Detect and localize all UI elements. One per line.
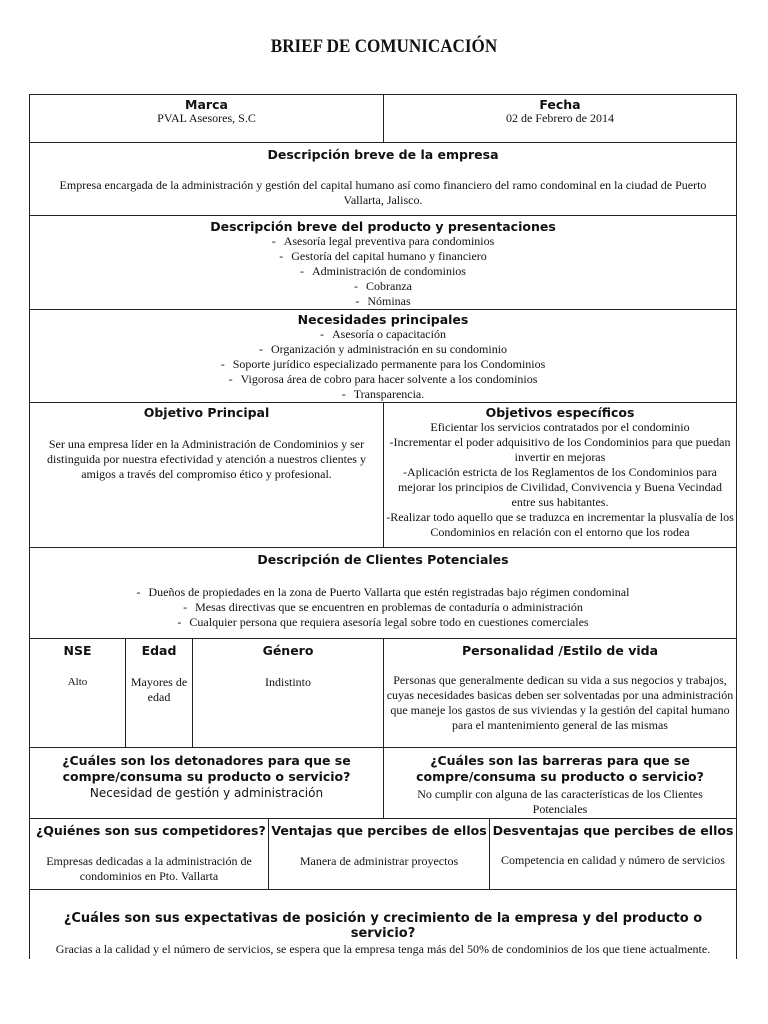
barreras-cell xyxy=(383,747,737,819)
expectativas-heading: ¿Cuáles son sus expectativas de posición y crecimiento de la empresa y del producto o servicio? xyxy=(63,911,703,941)
objetivo-principal-text: Ser una empresa líder en la Administración de Condominios y ser distinguida por nuestra efectividad y atención a nuestros clientes y amigos a través del compromiso ético y profesional. xyxy=(47,437,366,481)
list-item: -Incrementar el poder adquisitivo de los Condominios para que puedan invertir en mejoras xyxy=(389,435,731,464)
ventajas-text: Manera de administrar proyectos xyxy=(299,854,459,868)
list-item: - Soporte jurídico especializado permanente para los Condominios xyxy=(30,357,736,372)
desventajas-text: Competencia en calidad y número de servicios xyxy=(501,853,725,867)
list-item: - Cobranza xyxy=(30,279,736,294)
producto-section xyxy=(29,215,737,310)
fecha-value: 02 de Febrero de 2014 xyxy=(506,111,614,125)
ventajas-heading: Ventajas que percibes de ellos xyxy=(271,823,487,838)
list-item: - Administración de condominios xyxy=(30,264,736,279)
marca-label: Marca xyxy=(185,97,228,112)
personalidad-value: Personas que generalmente dedican su vida a sus negocios y trabajos, cuyas necesidades basicas deben ser solventadas por una administración que maneje los gastos de sus viviendas y la gestión del capital humano para el mantenimiento general de las mismas xyxy=(386,673,734,732)
list-item: - Asesoría o capacitación xyxy=(30,327,736,342)
empresa-section xyxy=(29,142,737,216)
desventajas-heading: Desventajas que percibes de ellos xyxy=(492,823,734,838)
necesidades-heading: Necesidades principales xyxy=(297,312,469,327)
objetivo-principal-cell xyxy=(29,402,384,548)
list-item: Eficientar los servicios contratados por el condominio xyxy=(430,420,690,434)
detonadores-cell xyxy=(29,747,384,819)
expectativas-section xyxy=(29,889,737,959)
nse-label: NSE xyxy=(63,643,92,658)
list-item: - Cualquier persona que requiera asesoría legal sobre todo en cuestiones comerciales xyxy=(30,615,736,630)
producto-list xyxy=(30,234,736,309)
list-item: - Asesoría legal preventiva para condominios xyxy=(30,234,736,249)
competidores-cell xyxy=(29,818,269,890)
barreras-text: No cumplir con alguna de las características de los Clientes Potenciales xyxy=(417,787,703,816)
objetivos-especificos-heading: Objetivos específicos xyxy=(485,405,635,420)
marca-cell xyxy=(29,94,384,143)
barreras-heading: ¿Cuáles son las barreras para que se compre/consuma su producto o servicio? xyxy=(416,753,704,784)
objetivo-principal-heading: Objetivo Principal xyxy=(143,405,270,420)
list-item: - Dueños de propiedades en la zona de Puerto Vallarta que estén registradas bajo régimen condominal xyxy=(30,585,736,600)
list-item: - Vigorosa área de cobro para hacer solvente a los condominios xyxy=(30,372,736,387)
empresa-heading: Descripción breve de la empresa xyxy=(267,147,499,162)
producto-heading: Descripción breve del producto y presentaciones xyxy=(210,219,556,234)
personalidad-cell xyxy=(383,638,737,748)
ventajas-cell xyxy=(268,818,490,890)
list-item: -Realizar todo aquello que se traduzca en incrementar la plusvalía de los Condominios en relación con el entorno que los rodea xyxy=(386,510,734,539)
edad-value: Mayores de edad xyxy=(130,675,188,704)
edad-cell xyxy=(125,638,193,748)
nse-cell xyxy=(29,638,126,748)
list-item: - Organización y administración en su condominio xyxy=(30,342,736,357)
genero-label: Género xyxy=(262,643,314,658)
detonadores-heading: ¿Cuáles son los detonadores para que se compre/consuma su producto o servicio? xyxy=(62,753,351,784)
list-item: -Aplicación estricta de los Reglamentos de los Condominios para mejorar los principios de Civilidad, Convivencia y Buena Vecindad entre sus habitantes. xyxy=(397,465,723,509)
page-title: BRIEF DE COMUNICACIÓN xyxy=(270,36,498,57)
competidores-heading: ¿Quiénes son sus competidores? xyxy=(36,823,266,838)
list-item: - Mesas directivas que se encuentren en problemas de contaduría o administración xyxy=(30,600,736,615)
competidores-text: Empresas dedicadas a la administración de condominios en Pto. Vallarta xyxy=(46,854,252,883)
nse-value: Alto xyxy=(67,676,88,688)
clientes-heading: Descripción de Clientes Potenciales xyxy=(257,552,509,567)
necesidades-list xyxy=(30,327,736,402)
list-item: - Gestoría del capital humano y financiero xyxy=(30,249,736,264)
genero-value: Indistinto xyxy=(264,675,311,689)
desventajas-cell xyxy=(489,818,737,890)
clientes-list xyxy=(30,585,736,630)
marca-value: PVAL Asesores, S.C xyxy=(157,111,256,125)
fecha-label: Fecha xyxy=(539,97,581,112)
list-item: - Nóminas xyxy=(30,294,736,309)
expectativas-text: Gracias a la calidad y el número de servicios, se espera que la empresa tenga más del 50% de condominios de los que tiene actualmente. xyxy=(55,942,711,956)
objetivos-especificos-cell xyxy=(383,402,737,548)
genero-cell xyxy=(192,638,384,748)
clientes-section xyxy=(29,547,737,639)
edad-label: Edad xyxy=(141,643,177,658)
detonadores-text: Necesidad de gestión y administración xyxy=(89,786,324,800)
list-item: - Transparencia. xyxy=(30,387,736,402)
objetivos-especificos-list xyxy=(386,420,734,540)
empresa-text: Empresa encargada de la administración y gestión del capital humano así como financiero del ramo condominal en la ciudad de Puerto Vallarta, Jalisco. xyxy=(59,178,707,207)
necesidades-section xyxy=(29,309,737,403)
personalidad-label: Personalidad /Estilo de vida xyxy=(461,643,659,658)
fecha-cell xyxy=(383,94,737,143)
